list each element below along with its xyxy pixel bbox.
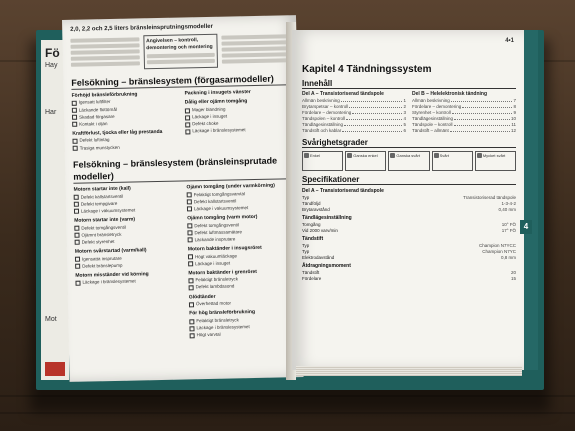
checkbox-icon [72,122,77,127]
toc-row: Allmän beskrivning 1 [302,98,406,103]
sub-heading: För hög bränsleförbrukning [189,309,256,317]
sub-heading: Motorn startar inte (kall) [73,185,131,193]
spec-row: Tändföljd 1-3-4-2 [302,201,516,206]
sub-heading: Dålig eller ojämn tomgång [184,98,248,106]
checklist-item: Defekt luftintag [72,136,179,144]
toc-row: Allmän beskrivning 7 [412,98,516,103]
spec-row: Typ Champion N7YCC [302,243,516,248]
spec-row: Tändstift 20 [302,270,516,275]
checklist-item: Läckande insprutare [188,235,295,243]
page-stack [296,366,522,376]
difficulty-heading: Svårighetsgrader [302,138,516,148]
toc-row: Fördelare – demontering 8 [412,104,516,109]
checkbox-icon [187,230,192,235]
spec-row: Tomgång 10° FÖ [302,222,516,227]
difficulty-cell: Mycket svårt [475,151,516,171]
contents-heading: Innehåll [302,79,516,89]
checkbox-icon [75,264,80,269]
wrench-icon [477,153,482,158]
checklist-item: Defekt bränslepump [75,261,182,269]
checklist-item: Defekt tomgångsventil [74,223,181,231]
checkbox-icon [185,108,190,113]
checkbox-icon [72,108,77,113]
checklist-item: Kontakt i oljan [72,119,179,127]
toc-row: Tändstift och kablar 6 [302,128,406,133]
sub-heading: Glödtänder [188,293,216,300]
toc-row: Tändspolen – kontroll 4 [302,116,406,121]
difficulty-cell: Ganska enkel [345,151,386,171]
wrench-icon [434,153,439,158]
checklist-item: Defekt tempgivare [74,199,181,207]
checklist-item: Igensatta insprutare [75,254,182,262]
sub-heading: Ojämn tomgång (under varmkörning) [186,182,275,191]
checklist-item: Defekt styrenhet [75,237,182,245]
checklist-item: Läckage i bränslesystemet [75,278,182,286]
toc-head: Del B – Helelektronisk tändning [412,91,488,97]
checklist-item: Defekt lambdasond [189,283,296,291]
toc-row: Brytarspetsar – kontroll 2 [302,104,406,109]
sub-heading: Motorn startar inte (varm) [74,216,136,224]
checklist-item: Läckage i insuget [188,259,295,267]
book-cover-edge [524,30,538,370]
checklist-item: Ojämnt bränsletryck [74,230,181,238]
checklist-item: Igensatt luftfilter [72,98,179,106]
checklist-item: Överhettad motor [189,299,296,307]
sub-heading: Motorn misständer vid körning [75,270,149,279]
wrench-icon [347,153,352,158]
back-page-line: Mot [45,316,57,323]
difficulty-cell: Ganska svårt [388,151,429,171]
checkbox-icon [188,238,193,243]
toc-row: Fördelare – demontering 3 [302,110,406,115]
toc-row: Tändstift – allmänt 12 [412,128,516,133]
checkbox-icon [72,115,77,120]
checklist-item: Läckage i insuget [185,113,292,121]
sub-heading: Ojämn tomgång (varm motor) [187,213,258,222]
checkbox-icon [72,139,77,144]
checklist-item: Högt vakuumläckage [188,252,295,260]
checklist-item: Felaktigt tomgångsvarvtal [187,190,294,198]
checklist-item: Defekt luftmassamätare [187,228,294,236]
wrench-icon [390,153,395,158]
left-book-page[interactable] [62,15,304,382]
checklist-item: Läckage i bränslesystemet [185,127,292,135]
toc-row: Tändspole – kontroll 11 [412,122,516,127]
spec-subheading: Tändstift [302,236,324,242]
spec-row: Elektrodavstånd 0,8 mm [302,255,516,260]
sub-heading: Motorn baktänder i insugsröret [187,244,262,253]
difficulty-cell: Svårt [432,151,473,171]
info-box-title: Angivelsen – kontroll, demontering och montering [146,37,213,52]
checkbox-icon [190,333,195,338]
checkbox-icon [74,233,79,238]
checkbox-icon [187,223,192,228]
wood-grain [0,412,575,414]
spec-row: Typ Transistoriserad tändspole [302,195,516,200]
checklist-item: Högt varvtal [190,330,297,338]
checkbox-icon [188,278,193,283]
checkbox-icon [74,202,79,207]
sub-heading: Kraftförlust, tjocka eller låg prestanda [72,128,163,137]
section-heading: Felsökning – bränslesystem (förgasarmodeller) [71,72,291,90]
checkbox-icon [75,240,80,245]
checkbox-icon [74,209,79,214]
spec-row: Vid 2000 varv/min 17° FÖ [302,228,516,233]
checkbox-icon [75,281,80,286]
checkbox-icon [74,226,79,231]
checkbox-icon [189,302,194,307]
checklist-item: Läckage i vakuumsystemet [187,204,294,212]
spec-row: Brytaravstånd 0,40 mm [302,207,516,212]
spec-row: Fördelare 15 [302,276,516,281]
section-heading: Felsökning – bränslesystem (bränsleinsprutade modeller) [73,154,293,184]
chapter-tab[interactable]: 4 [520,220,532,234]
checkbox-icon [75,257,80,262]
checkbox-icon [185,122,190,127]
toc-head: Del A – Transistoriserad tändspole [302,91,384,97]
checklist-item: Trasiga munstycken [73,143,180,151]
chapter-title: Kapitel 4 Tändningssystem [302,64,432,75]
checkbox-icon [189,319,194,324]
specifications-heading: Specifikationer [302,175,516,185]
checkbox-icon [185,115,190,120]
checkbox-icon [74,195,79,200]
back-page-line: Har [45,109,57,116]
checklist-item: Mager blandning [185,105,292,113]
checkbox-icon [187,200,192,205]
spec-row: Typ Champion N7YC [302,249,516,254]
info-box [143,34,218,69]
checklist-item: Läckande flottörnål [72,105,179,113]
toc-row: Tändlägesinställning 10 [412,116,516,121]
checkbox-icon [73,146,78,151]
toc-row: Styrenhet – kontroll 9 [412,110,516,115]
spec-subheading: Tändlägesinställning [302,215,352,221]
red-logo [45,362,65,376]
checklist-item: Skadad förgasare [72,112,179,120]
sub-heading: Förhöjd bränsleförbrukning [71,91,138,99]
page-number: 4•1 [505,38,514,44]
checkbox-icon [189,326,194,331]
checklist-item: Defekt kallstartsventil [74,192,181,200]
back-page-line: Hay [45,62,58,69]
sub-heading: Motorn baktänder i grenröret [188,268,257,277]
spec-subheading: Åtdragningsmoment [302,263,351,269]
sub-heading: Motorn svårstartad (varm/kall) [74,247,147,255]
checkbox-icon [188,261,193,266]
sub-heading: Packning i insugets vänster [184,88,251,97]
difficulty-cell: Enkel [302,151,343,171]
wrench-icon [304,153,309,158]
checklist-item: Defekt choke [185,120,292,128]
checkbox-icon [187,207,192,212]
checkbox-icon [185,129,190,134]
checkbox-icon [188,254,193,259]
checklist-item: Felaktigt bränsletryck [188,276,295,284]
back-page-heading: Fö [45,46,60,60]
running-head: 2,0, 2,2 och 2,5 liters bränsleinsprutningsmodeller [70,23,213,33]
checkbox-icon [187,192,192,197]
checklist-item: Felaktigt bränsletryck [189,316,296,324]
spec-subheading: Del A – Transistoriserad tändspole [302,188,384,194]
checklist-item: Läckage i vakuumsystemet [74,206,181,214]
difficulty-bar [302,151,516,171]
right-book-page[interactable] [292,30,524,370]
checkbox-icon [72,101,77,106]
toc-row: Tändlägesinställning 5 [302,122,406,127]
checklist-item: Defekt kallstartsventil [187,197,294,205]
checkbox-icon [189,285,194,290]
checklist-item: Defekt tomgångsventil [187,221,294,229]
checklist-item: Läckage i bränslesystemet [189,323,296,331]
